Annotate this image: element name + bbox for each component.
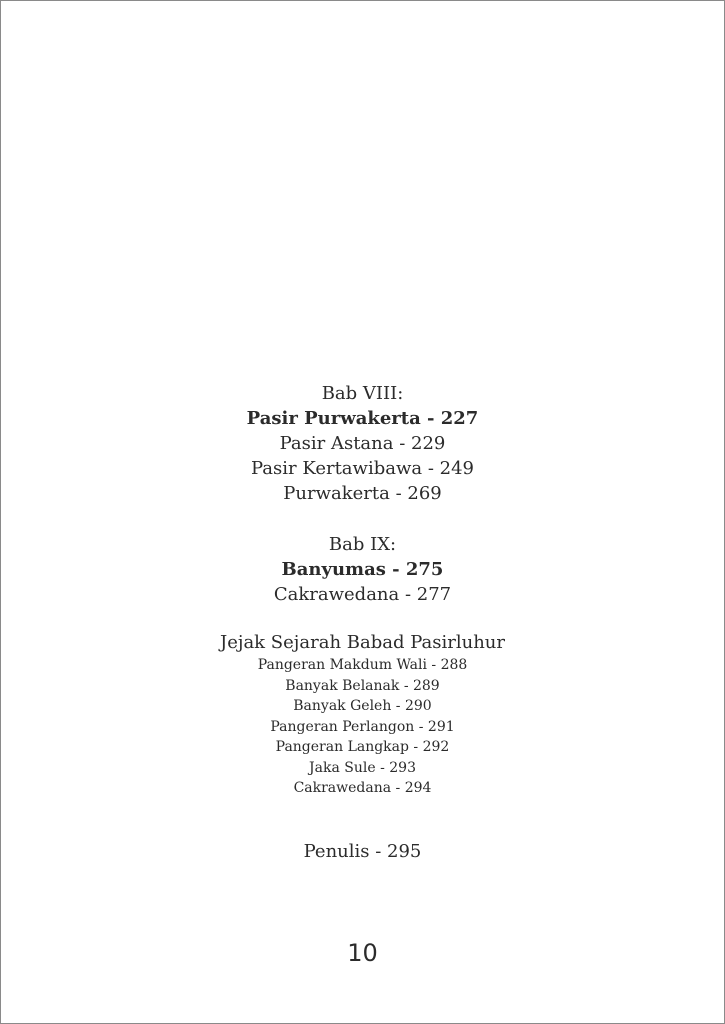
chapter-9-title: Banyumas - 275	[281, 559, 444, 580]
chapter-8-heading: Bab VIII:	[321, 383, 404, 404]
toc-sub-entry: Jaka Sule - 293	[309, 759, 416, 776]
toc-sub-entry: Pangeran Makdum Wali - 288	[257, 657, 468, 673]
toc-sub-entry: Banyak Geleh - 290	[293, 698, 432, 714]
spacer	[1, 799, 724, 839]
toc-entry: Cakrawedana - 277	[273, 584, 452, 605]
toc-entry: Pasir Kertawibawa - 249	[251, 458, 474, 479]
spacer	[1, 506, 724, 532]
chapter-8-title: Pasir Purwakerta - 227	[246, 408, 479, 429]
toc-sub-entry: Cakrawedana - 294	[293, 780, 432, 796]
toc-sub-entry: Pangeran Perlangon - 291	[270, 718, 455, 735]
toc-entry: Pasir Astana - 229	[279, 433, 446, 454]
history-title: Jejak Sejarah Babad Pasirluhur	[220, 632, 505, 653]
table-of-contents	[1, 381, 724, 864]
toc-entry: Purwakerta - 269	[283, 483, 442, 504]
chapter-8-section	[1, 381, 724, 506]
history-section	[1, 631, 724, 799]
toc-sub-entry: Banyak Belanak - 289	[285, 677, 440, 694]
toc-sub-entry: Pangeran Langkap - 292	[275, 739, 450, 755]
chapter-9-section	[1, 532, 724, 607]
chapter-9-heading: Bab IX:	[328, 534, 397, 555]
spacer	[1, 607, 724, 631]
page-number: 10	[347, 939, 378, 967]
author-entry: Penulis - 295	[303, 840, 422, 862]
